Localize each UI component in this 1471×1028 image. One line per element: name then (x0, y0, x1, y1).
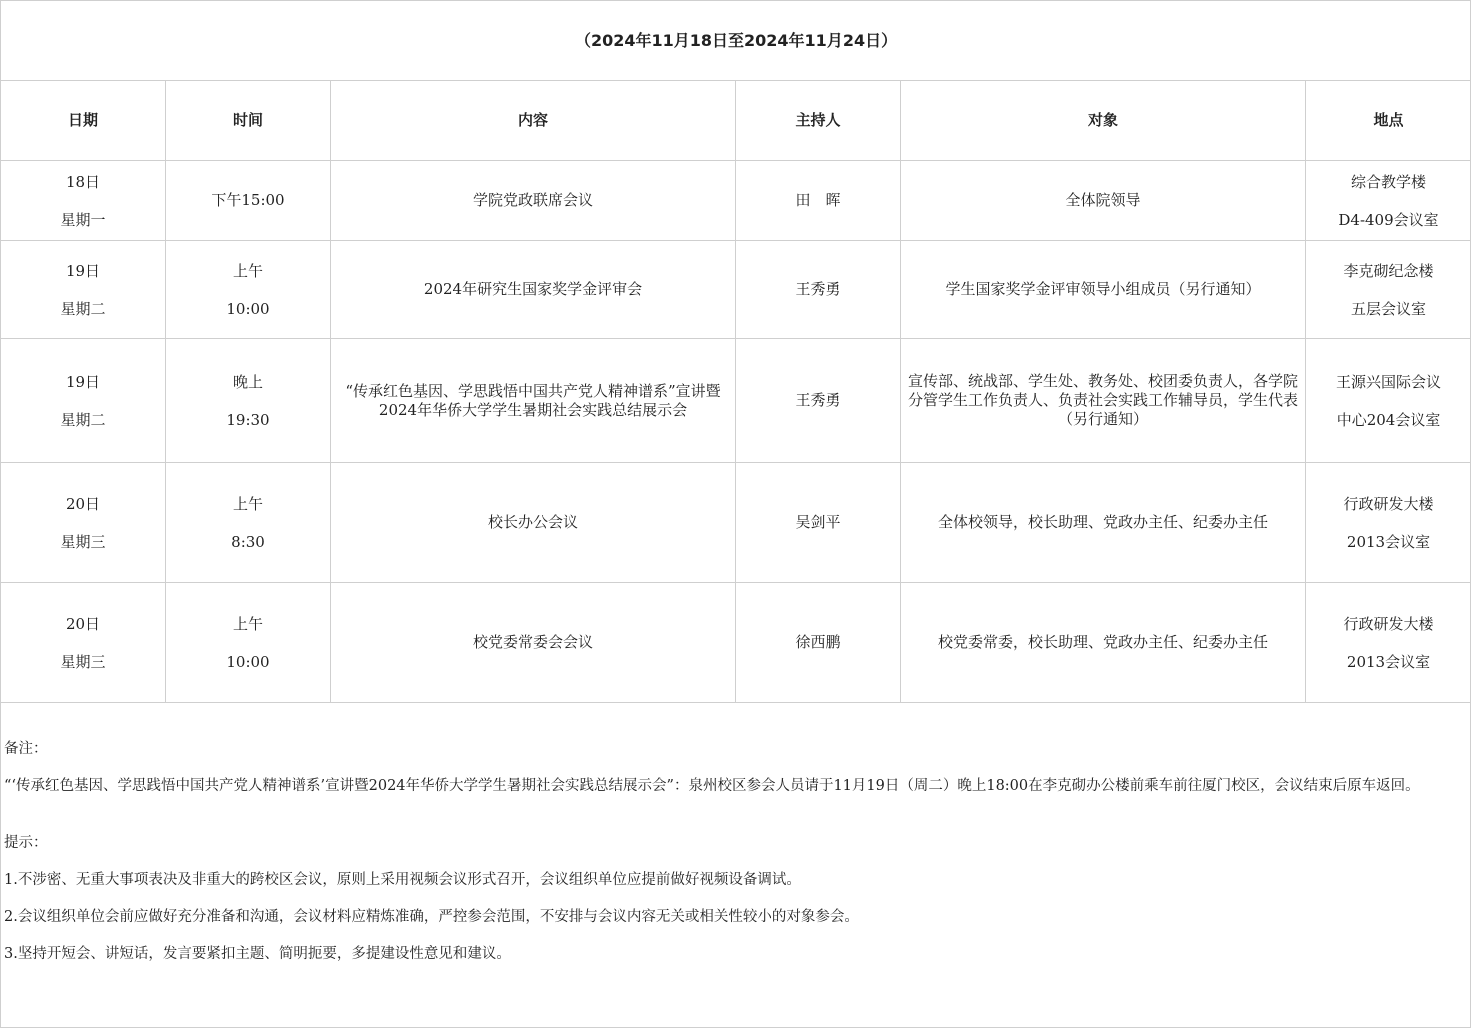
content-cell: 学院党政联席会议 (331, 161, 736, 241)
tip-item-3: 3.坚持开短会、讲短话，发言要紧扣主题、简明扼要，多提建设性意见和建议。 (4, 946, 511, 962)
host-cell: 徐西鹏 (736, 583, 901, 703)
weekday-text: 星期三 (60, 652, 106, 671)
place-line-1: 综合教学楼 (1351, 172, 1427, 191)
place-cell (1306, 463, 1471, 583)
time-text: 下午15:00 (211, 191, 285, 209)
title-row (1, 1, 1471, 81)
audience-cell: 校党委常委，校长助理、党政办主任、纪委办主任 (901, 583, 1306, 703)
time-cell (166, 463, 331, 583)
time-text: 19:30 (226, 410, 270, 429)
audience-cell: 学生国家奖学金评审领导小组成员（另行通知） (901, 241, 1306, 339)
date-text: 18日 (65, 172, 101, 191)
time-period-text: 上午 (232, 494, 263, 513)
tips-label: 提示： (4, 835, 48, 851)
place-line-1: 李克砌纪念楼 (1343, 261, 1434, 280)
time-period-text: 上午 (232, 261, 263, 280)
date-cell (1, 583, 166, 703)
table-row (1, 583, 1471, 703)
place-line-1: 王源兴国际会议 (1336, 372, 1442, 391)
date-cell (1, 241, 166, 339)
date-cell (1, 339, 166, 463)
schedule-title: （2024年11月18日至2024年11月24日） (1, 1, 1471, 81)
content-cell: 校党委常委会会议 (331, 583, 736, 703)
time-period-text: 上午 (232, 614, 263, 633)
content-cell: 2024年研究生国家奖学金评审会 (331, 241, 736, 339)
header-row (1, 81, 1471, 161)
weekday-text: 星期三 (60, 532, 106, 551)
place-line-2: 五层会议室 (1351, 299, 1427, 318)
place-cell (1306, 583, 1471, 703)
time-cell (166, 339, 331, 463)
column-header-audience: 对象 (901, 81, 1306, 161)
place-line-1: 行政研发大楼 (1343, 494, 1434, 513)
host-cell: 田 晖 (736, 161, 901, 241)
notes-body: “‘传承红色基因、学思践悟中国共产党人精神谱系’宣讲暨2024年华侨大学学生暑期社会实践总结展示会”：泉州校区参会人员请于11月19日（周二）晚上18:00在李克砌办公楼前乘车前往厦门校区，会议结束后原车返回。 (4, 778, 1420, 794)
table-row (1, 241, 1471, 339)
notes-section (4, 740, 1466, 964)
time-text: 10:00 (226, 652, 270, 671)
place-line-2: 中心204会议室 (1336, 410, 1441, 429)
date-text: 19日 (65, 372, 101, 391)
weekday-text: 星期一 (60, 210, 106, 229)
table-row (1, 339, 1471, 463)
place-cell (1306, 161, 1471, 241)
table-row (1, 463, 1471, 583)
time-text: 10:00 (226, 299, 270, 318)
weekday-text: 星期二 (60, 410, 106, 429)
weekday-text: 星期二 (60, 299, 106, 318)
date-text: 19日 (65, 261, 101, 280)
place-cell (1306, 241, 1471, 339)
place-line-2: 2013会议室 (1346, 532, 1431, 551)
time-period-text: 晚上 (232, 372, 263, 391)
audience-cell: 宣传部、统战部、学生处、教务处、校团委负责人，各学院分管学生工作负责人、负责社会实践工作辅导员，学生代表（另行通知） (901, 339, 1306, 463)
host-cell: 吴剑平 (736, 463, 901, 583)
notes-label: 备注： (4, 741, 48, 757)
place-cell (1306, 339, 1471, 463)
place-line-2: 2013会议室 (1346, 652, 1431, 671)
column-header-time: 时间 (166, 81, 331, 161)
audience-cell: 全体院领导 (901, 161, 1306, 241)
date-cell (1, 161, 166, 241)
host-cell: 王秀勇 (736, 339, 901, 463)
column-header-content: 内容 (331, 81, 736, 161)
column-header-place: 地点 (1306, 81, 1471, 161)
time-cell (166, 241, 331, 339)
column-header-date: 日期 (1, 81, 166, 161)
time-cell (166, 161, 331, 241)
date-text: 20日 (65, 614, 101, 633)
time-text: 8:30 (231, 532, 265, 551)
date-cell (1, 463, 166, 583)
column-header-host: 主持人 (736, 81, 901, 161)
content-cell: 校长办公会议 (331, 463, 736, 583)
place-line-2: D4-409会议室 (1338, 210, 1439, 229)
content-cell: “传承红色基因、学思践悟中国共产党人精神谱系”宣讲暨2024年华侨大学学生暑期社会实践总结展示会 (331, 339, 736, 463)
place-line-1: 行政研发大楼 (1343, 614, 1434, 633)
date-text: 20日 (65, 494, 101, 513)
tip-item-1: 1.不涉密、无重大事项表决及非重大的跨校区会议，原则上采用视频会议形式召开，会议组织单位应提前做好视频设备调试。 (4, 872, 801, 888)
time-cell (166, 583, 331, 703)
tip-item-2: 2.会议组织单位会前应做好充分准备和沟通，会议材料应精炼准确，严控参会范围，不安排与会议内容无关或相关性较小的对象参会。 (4, 909, 859, 925)
audience-cell: 全体校领导，校长助理、党政办主任、纪委办主任 (901, 463, 1306, 583)
table-row (1, 161, 1471, 241)
host-cell: 王秀勇 (736, 241, 901, 339)
